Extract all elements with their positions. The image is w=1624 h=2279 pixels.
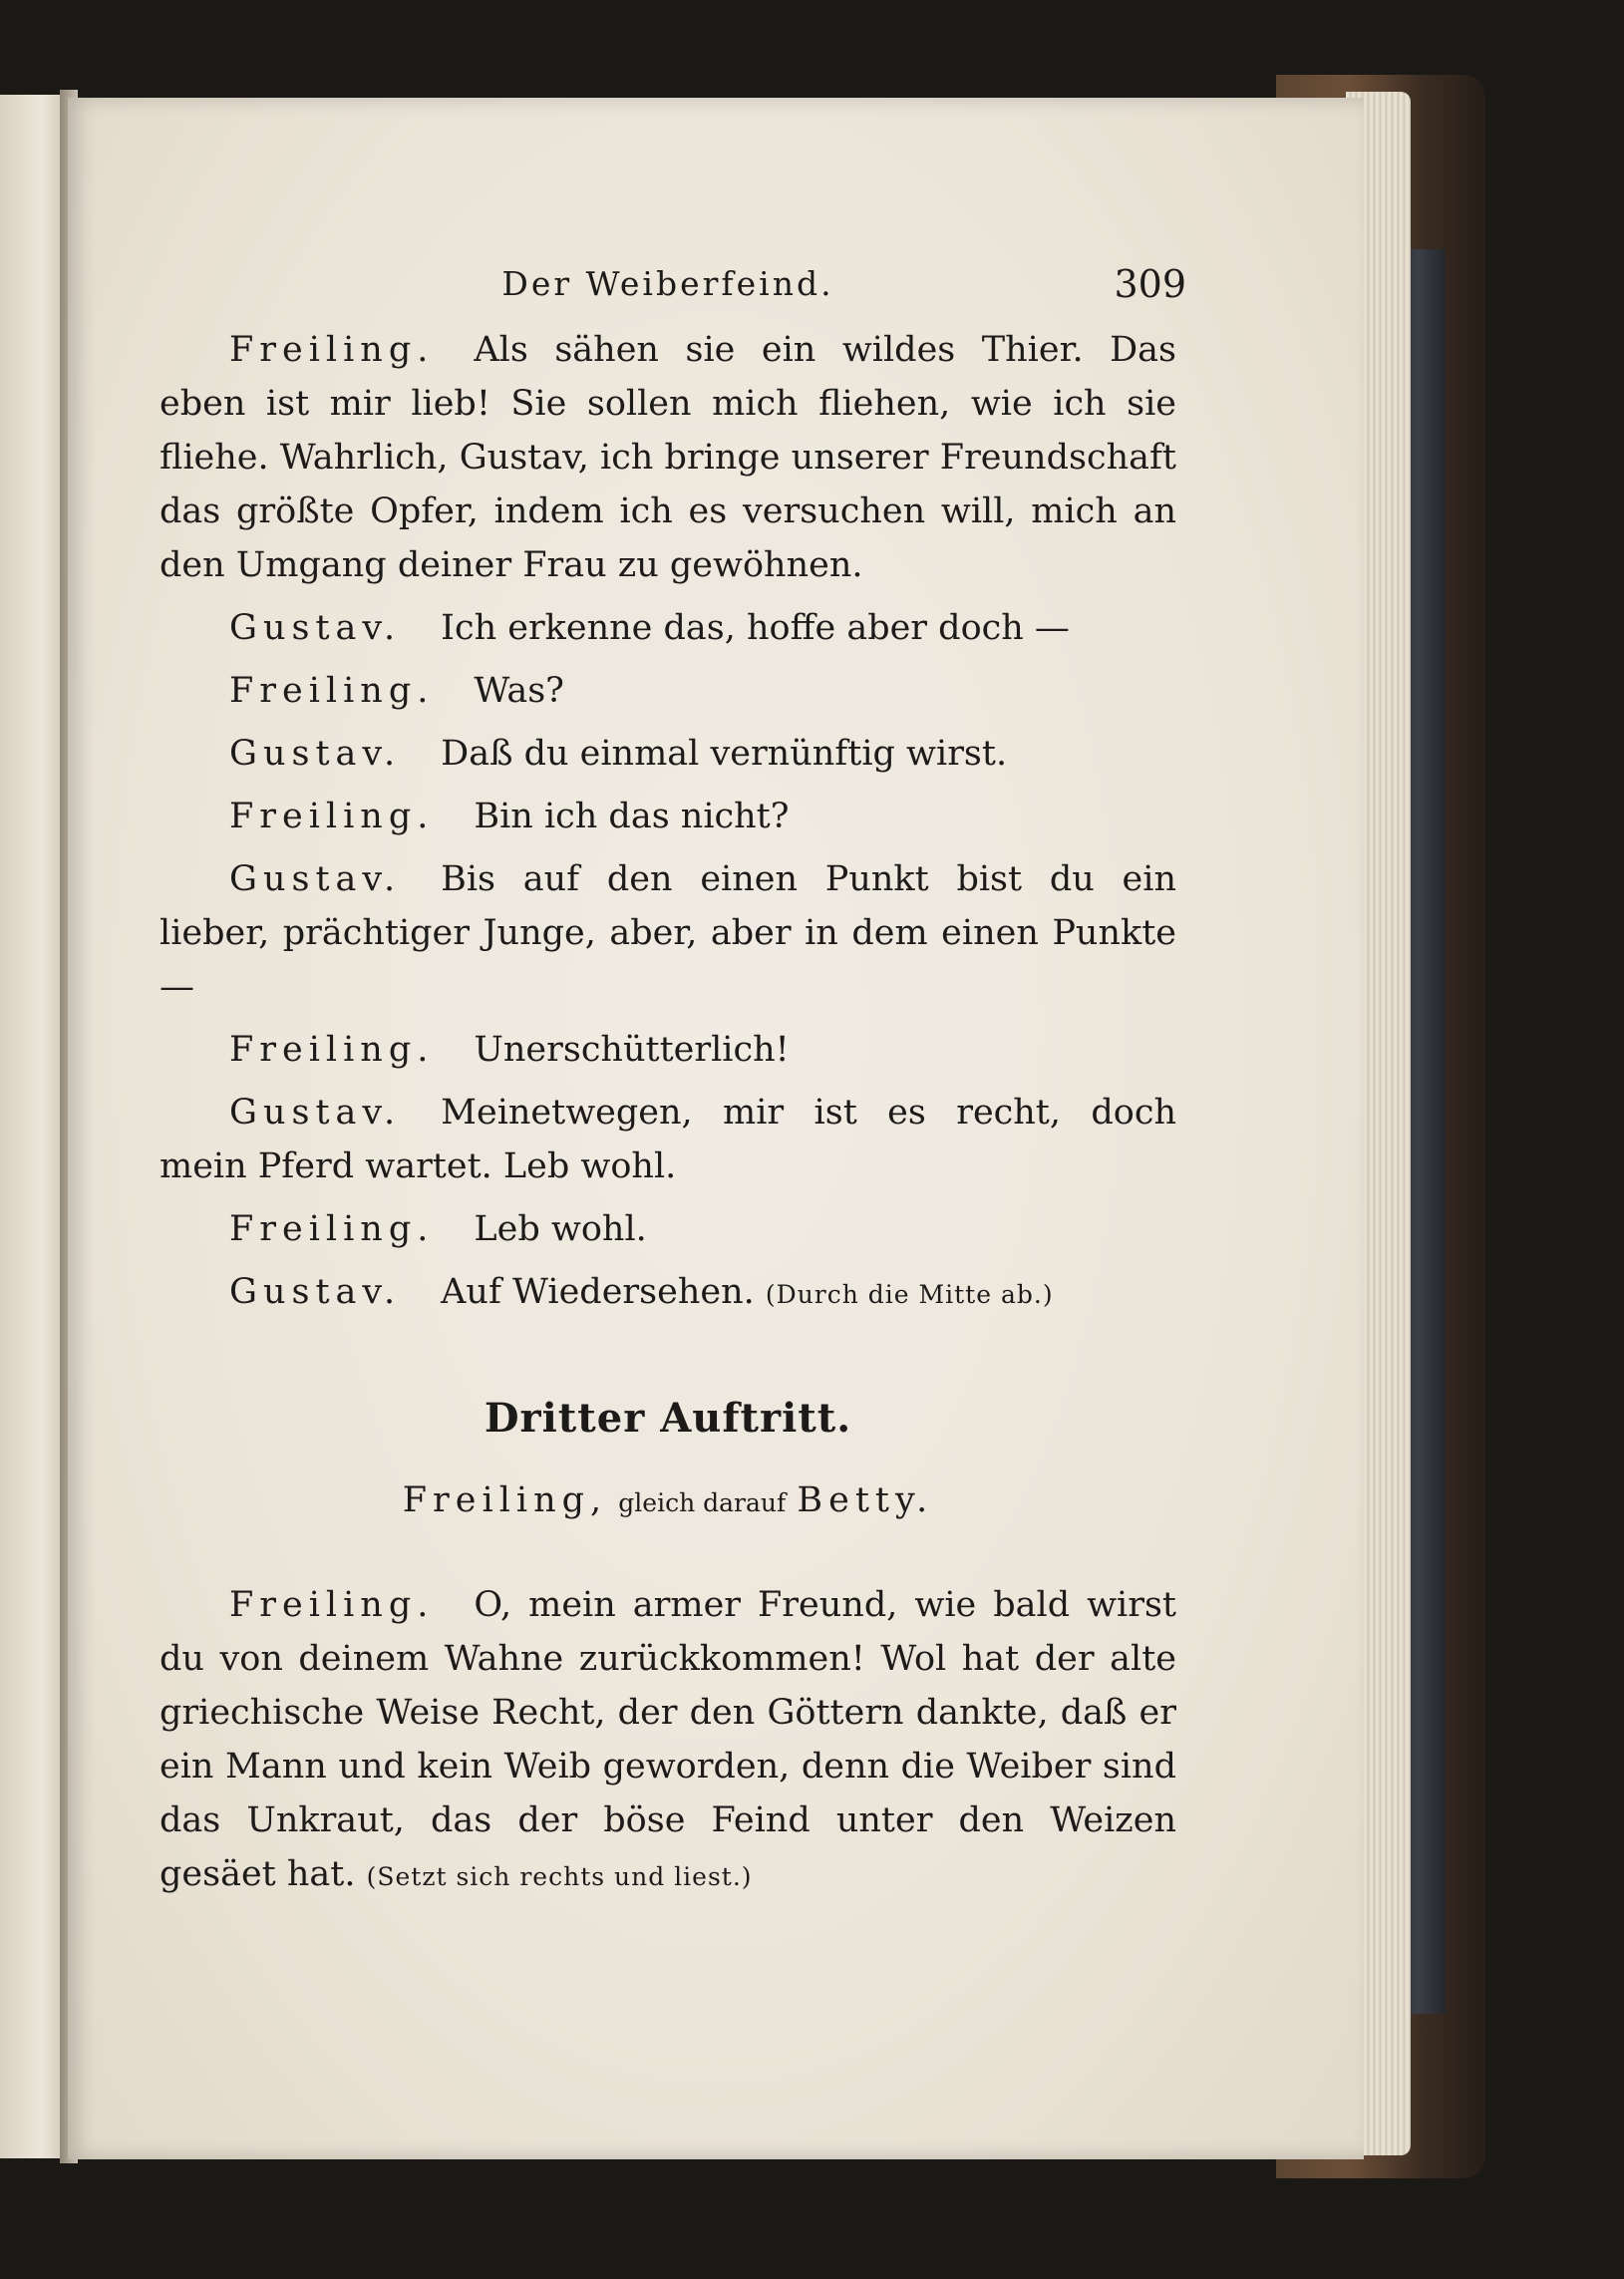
dialogue-line: [160, 664, 1176, 718]
speech-text: Daß du einmal vernünftig wirst.: [441, 734, 1008, 774]
scene-heading: Dritter Auftritt.: [484, 1395, 852, 1442]
speech-text: Was?: [474, 671, 564, 711]
stage-direction: (Durch die Mitte ab.): [765, 1280, 1054, 1309]
speech-text: Unerschütterlich!: [474, 1030, 790, 1070]
cast-note: gleich darauf: [618, 1488, 787, 1517]
dialogue-before: [160, 323, 1176, 1322]
page-number: 309: [1114, 262, 1186, 306]
speech-text: Bis auf den einen Punkt bist du ein lieber, prächtiger Junge, aber, aber in dem einen Punkte —: [160, 859, 1176, 1007]
speaker-name: Gustav.: [229, 1272, 402, 1312]
dialogue-line: [160, 1202, 1176, 1256]
speaker-name: Freiling.: [229, 330, 435, 370]
stage-direction: (Setzt sich rechts und liest.): [366, 1862, 753, 1891]
cast-line: [160, 1473, 1176, 1530]
dialogue-line: [160, 1578, 1176, 1904]
speech-text: Meinetwegen, mir ist es recht, doch mein Pferd wartet. Leb wohl.: [160, 1093, 1176, 1186]
speech-text: Leb wohl.: [474, 1209, 647, 1249]
speaker-name: Freiling.: [229, 1585, 435, 1625]
cast-name: Freiling,: [402, 1480, 608, 1520]
speaker-name: Freiling.: [229, 1209, 435, 1249]
speaker-name: Gustav.: [229, 1093, 402, 1133]
speech-text: Bin ich das nicht?: [474, 797, 790, 836]
speaker-name: Gustav.: [229, 608, 402, 648]
speaker-name: Freiling.: [229, 1030, 435, 1070]
dialogue-after: [160, 1578, 1176, 1904]
speaker-name: Freiling.: [229, 797, 435, 836]
page-header: [160, 257, 1186, 317]
left-page-edge: [0, 95, 68, 2158]
dialogue-line: [160, 727, 1176, 781]
speaker-name: Gustav.: [229, 734, 402, 774]
speech-text: Als sähen sie ein wildes Thier. Das eben ist mir lieb! Sie sollen mich fliehen, wie ich sie fliehe. Wahrlich, Gustav, ich bringe unserer Freundschaft das größte Opfer, indem ich es versuchen will, mich an den Umgang deiner Frau zu gewöhnen.: [160, 330, 1176, 585]
dialogue-line: [160, 1023, 1176, 1077]
dialogue-line: [160, 1086, 1176, 1193]
speech-text: Ich erkenne das, hoffe aber doch —: [441, 608, 1070, 648]
dialogue-line: [160, 323, 1176, 592]
speaker-name: Freiling.: [229, 671, 435, 711]
speaker-name: Gustav.: [229, 859, 402, 899]
dialogue-line: [160, 852, 1176, 1014]
dialogue-line: [160, 790, 1176, 843]
cast-name: Betty.: [797, 1480, 934, 1520]
speech-text: O, mein armer Freund, wie bald wirst du von deinem Wahne zurückkommen! Wol hat der alte griechische Weise Recht, der den Göttern dankte, daß er ein Mann und kein Weib geworden, denn die Weiber sind das Unkraut, das der böse Feind unter den Weizen gesäet hat.: [160, 1585, 1176, 1894]
running-title: Der Weiberfeind.: [501, 264, 834, 303]
book-page: [68, 98, 1364, 2159]
dialogue-line: [160, 1265, 1176, 1322]
speech-text: Auf Wiedersehen.: [441, 1272, 755, 1312]
page-text: [160, 257, 1186, 1913]
dialogue-line: [160, 601, 1176, 655]
